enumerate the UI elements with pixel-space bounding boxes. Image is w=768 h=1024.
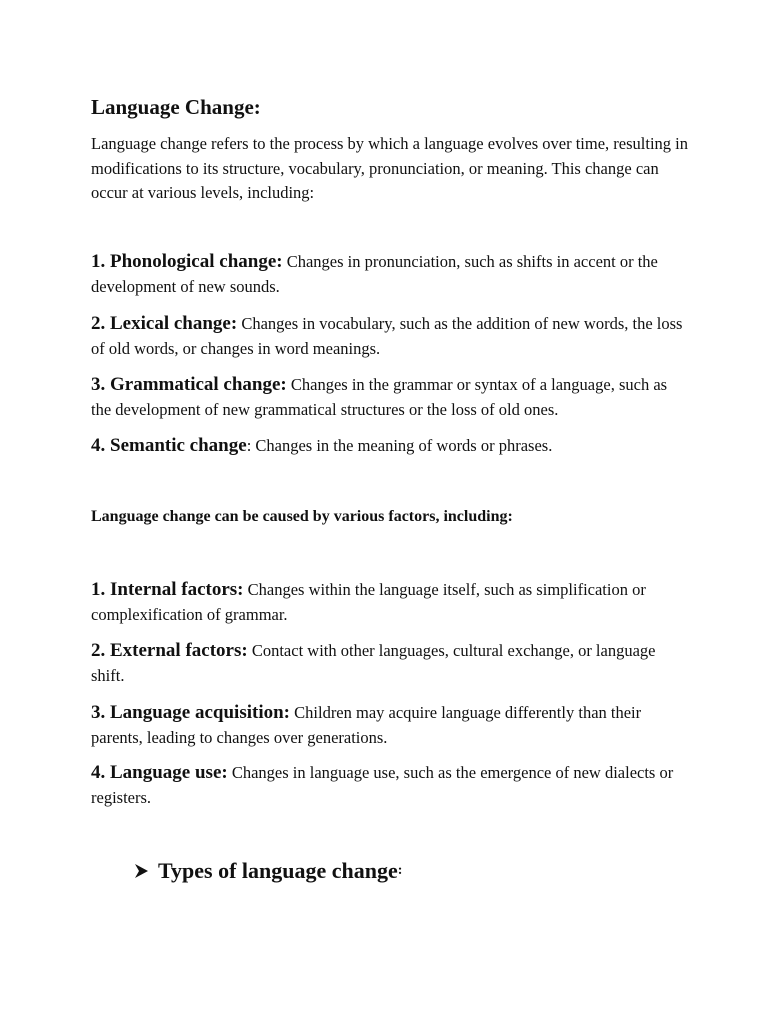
level-item-text: Changes in vocabulary, such as the addition of new words, the loss of old words, or changes in word meanings. bbox=[91, 314, 683, 358]
level-item-lexical bbox=[91, 312, 691, 361]
level-item-lead: 4. Semantic change bbox=[91, 435, 247, 456]
factor-item-use bbox=[91, 761, 691, 810]
level-item-lead: 2. Lexical change: bbox=[91, 313, 238, 334]
factor-item-text: Changes within the language itself, such as simplification or complexification of grammar. bbox=[91, 580, 646, 624]
types-heading bbox=[133, 856, 402, 886]
factor-item-text: Changes in language use, such as the emergence of new dialects or registers. bbox=[91, 763, 674, 807]
types-heading-colon: : bbox=[397, 863, 403, 878]
level-item-phonological bbox=[91, 250, 691, 299]
factor-item-lead: 2. External factors: bbox=[91, 640, 248, 661]
factor-item-acquisition bbox=[91, 701, 691, 750]
level-item-text: Changes in the grammar or syntax of a language, such as the development of new grammatical structures or the loss of old ones. bbox=[91, 375, 668, 419]
factor-item-internal bbox=[91, 578, 691, 627]
page-title: Language Change: bbox=[91, 95, 261, 119]
level-item-text: Changes in pronunciation, such as shifts in accent or the development of new sounds. bbox=[91, 252, 658, 296]
factor-item-lead: 4. Language use: bbox=[91, 762, 228, 783]
arrowhead-bullet-icon bbox=[133, 863, 150, 879]
level-item-text: : Changes in the meaning of words or phrases. bbox=[246, 436, 553, 455]
factor-item-lead: 3. Language acquisition: bbox=[91, 702, 291, 723]
factor-item-text: Contact with other languages, cultural exchange, or language shift. bbox=[91, 641, 656, 685]
factors-heading: Language change can be caused by various factors, including: bbox=[91, 508, 513, 525]
level-item-lead: 3. Grammatical change: bbox=[91, 374, 287, 395]
level-item-grammatical bbox=[91, 373, 691, 422]
level-item-lead: 1. Phonological change: bbox=[91, 251, 283, 272]
factor-item-text: Children may acquire language differently than their parents, leading to changes over generations. bbox=[91, 703, 642, 747]
intro-paragraph: Language change refers to the process by which a language evolves over time, resulting in modifications to its structure, vocabulary, pronunciation, or meaning. This change can occur at various levels, including: bbox=[91, 134, 688, 202]
factor-item-external bbox=[91, 639, 691, 688]
types-heading-text: Types of language change bbox=[158, 858, 398, 883]
factor-item-lead: 1. Internal factors: bbox=[91, 579, 244, 600]
level-item-semantic bbox=[91, 434, 691, 459]
